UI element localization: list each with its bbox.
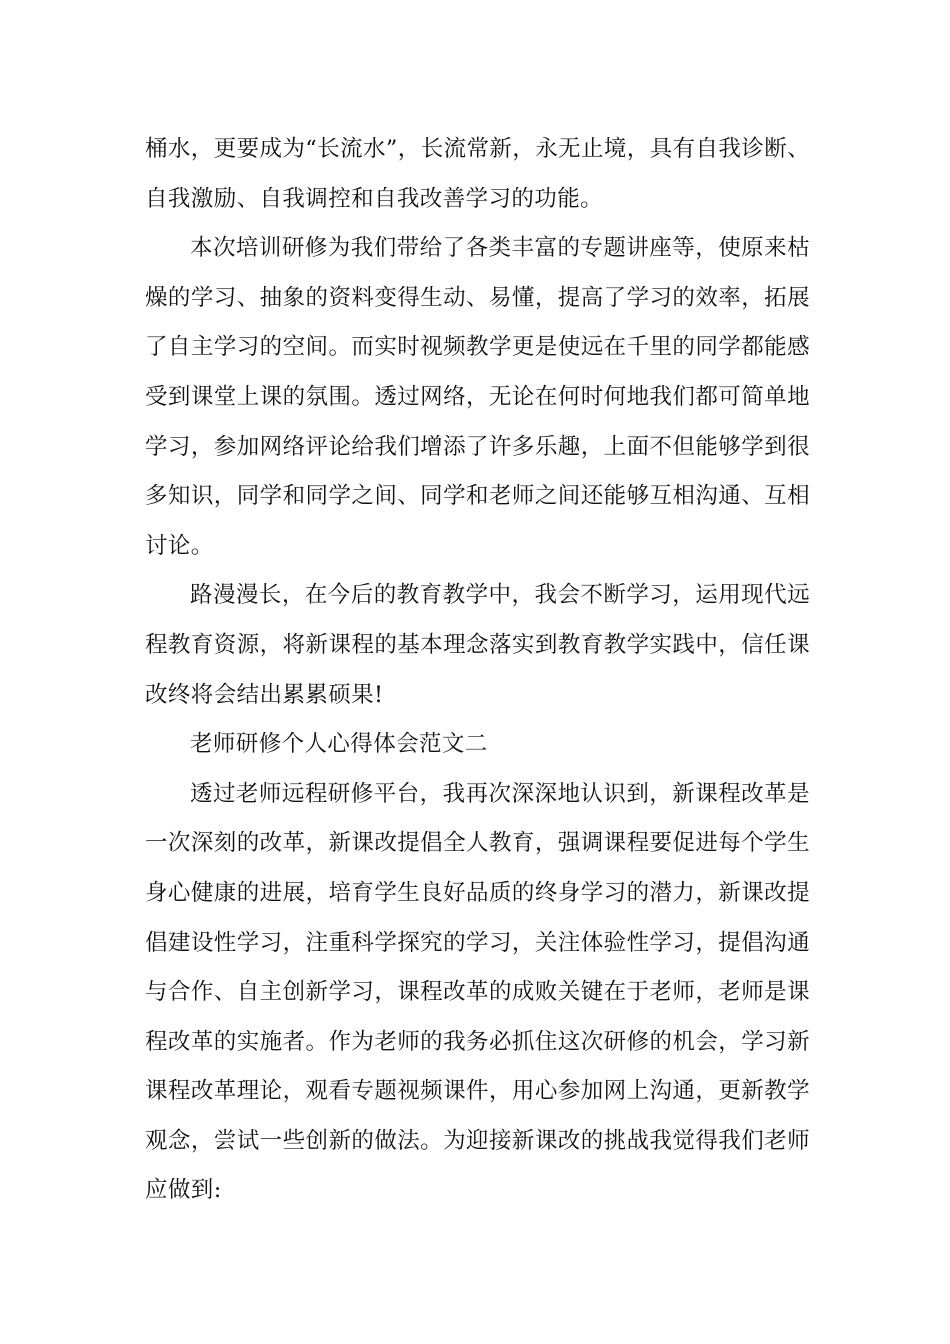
section-heading: 老师研修个人心得体会范文二 <box>190 731 488 758</box>
paragraph-training-benefits: 本次培训研修为我们带给了各类丰富的专题讲座等，使原来枯燥的学习、抽象的资料变得生动、易懂，提高了学习的效率，拓展了自主学习的空间。而实时视频教学更是使远在千里的同学都能感受到课堂上课的氛围。透过网络，无论在何时何地我们都可简单地学习，参加网络评论给我们增添了许多乐趣，上面不但能够学到很多知识，同学和同学之间、同学和老师之间还能够互相沟通、互相讨论。 <box>145 235 810 559</box>
paragraph-future-commitment: 路漫漫长，在今后的教育教学中，我会不断学习，运用现代远程教育资源，将新课程的基本理念落实到教育教学实践中，信任课改终将会结出累累硕果! <box>145 582 810 708</box>
paragraph-remote-study: 透过老师远程研修平台，我再次深深地认识到，新课程改革是一次深刻的改革，新课改提倡全人教育，强调课程要促进每个学生身心健康的进展，培育学生良好品质的终身学习的潜力，新课改提倡建设性学习，注重科学探究的学习，关注体验性学习，提倡沟通与合作、自主创新学习，课程改革的成败关键在于老师，老师是课程改革的实施者。作为老师的我务必抓住这次研修的机会，学习新课程改革理论，观看专题视频课件，用心参加网上沟通，更新教学观念，尝试一些创新的做法。为迎接新课改的挑战我觉得我们老师应做到: <box>145 780 810 1204</box>
document-body <box>145 125 810 1216</box>
paragraph-continuation: 桶水，更要成为“长流水”，长流常新，永无止境，具有自我诊断、自我激励、自我调控和自我改善学习的功能。 <box>145 136 811 212</box>
